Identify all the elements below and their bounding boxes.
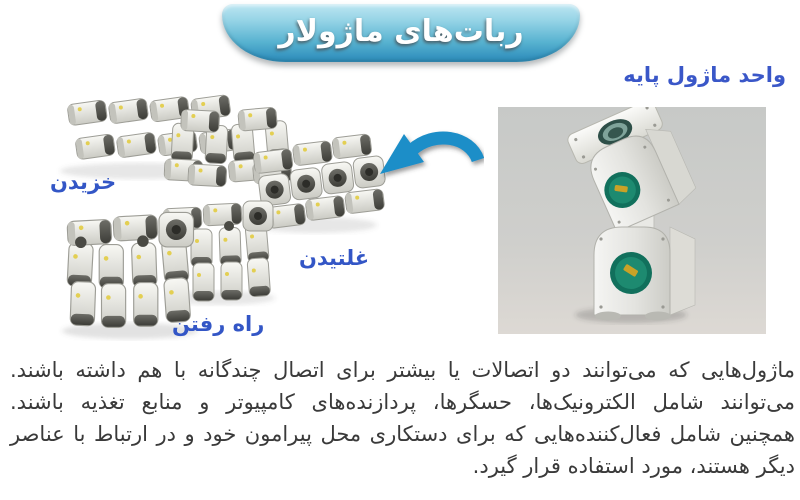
config-label-crawling: خزیدن (50, 170, 117, 194)
description-line: ماژول‌هایی که می‌توانند دو اتصالات یا بیشتر برای اتصال چندگانه با هم داشته باشند. (10, 358, 795, 382)
description-line: دیگر هستند، مورد استفاده قرار گیرد. (472, 454, 795, 478)
config-label-walking: راه رفتن (172, 312, 265, 336)
robot-module-illustration (498, 107, 766, 334)
walking-robot-1 (67, 212, 194, 327)
page-title: ربات‌های ماژولار (278, 13, 524, 49)
base-module-caption: واحد ماژول پایه (623, 63, 786, 87)
curved-left-arrow-icon (372, 128, 484, 196)
base-module-photo (498, 107, 766, 334)
description-line: همچنین شامل فعال‌کننده‌هایی که برای دستکاری محل پیرامون خود و در ارتباط با عناصر (10, 422, 795, 446)
description-paragraph (10, 354, 795, 482)
title-banner (222, 4, 580, 62)
description-line: می‌توانند شامل الکترونیک‌ها، حسگرها، پردازنده‌های کامپیوتر و منابع تغذیه باشند. (10, 390, 795, 414)
config-label-rolling: غلتیدن (299, 246, 370, 270)
